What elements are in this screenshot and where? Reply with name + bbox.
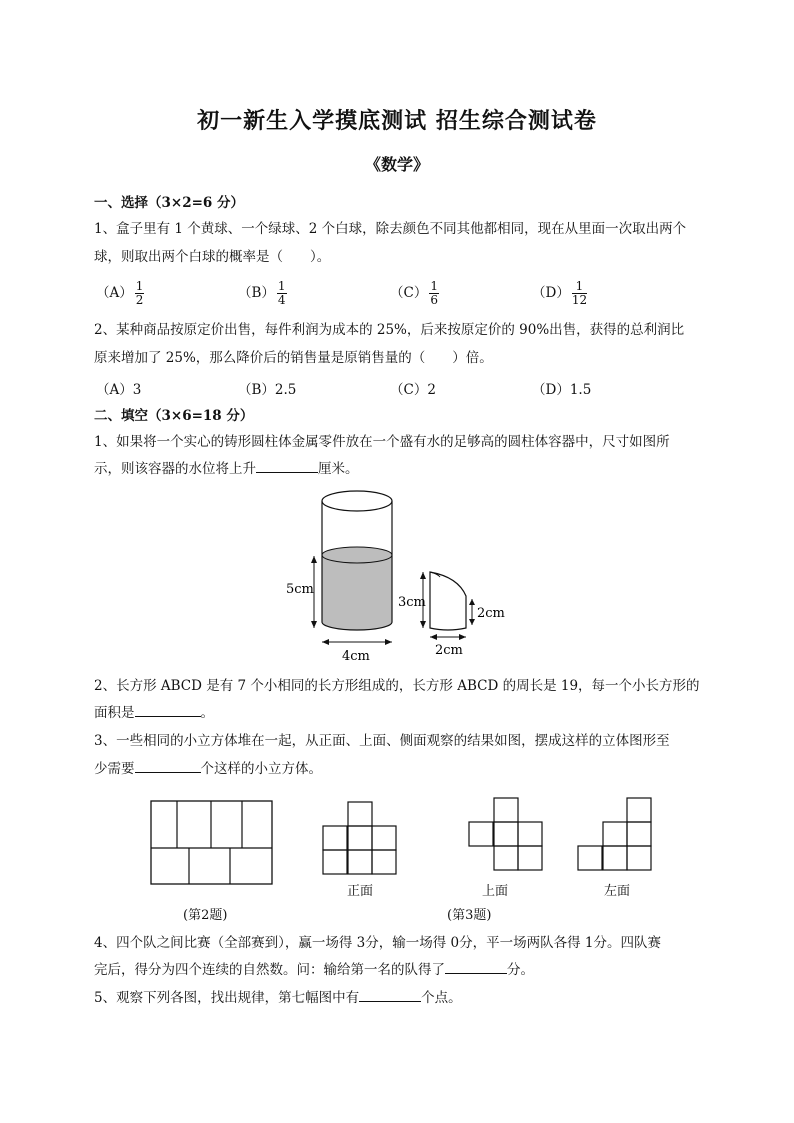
base-width-label: 4cm [342,649,370,660]
figure-3-caption: (第3题) [447,908,492,923]
water-height-label: 5cm [286,582,314,597]
fill-3-line-1: 3、一些相同的小立方体堆在一起，从正面、上面、侧面观察的结果如图，摆成这样的立体图形至 [94,733,670,749]
fraction: $\frac{1}{2}$ [135,279,144,307]
section-fill-heading: 二、填空（3×6=18 分） [94,408,254,424]
question-1-line-1: 1、盒子里有 1 个黄球、一个绿球、2 个白球，除去颜色不同其他都相同，现在从里面一次取出两个 [94,221,687,237]
option-c: （C）2 [390,382,436,398]
question-1-line-2: 球，则取出两个白球的概率是（ ）。 [94,249,331,265]
option-d [532,280,587,307]
answer-blank[interactable] [359,987,421,1002]
fraction: $\frac{1}{12}$ [571,279,588,307]
option-label: （B） [238,285,275,301]
cylinder-figure [280,482,520,660]
subject-title: 《数学》 [364,155,429,174]
option-b [238,280,287,307]
option-a [96,280,144,307]
option-label: （C） [390,285,428,301]
left-view-figure [577,797,653,871]
left-view-label: 左面 [604,884,631,899]
fill-5-line: 5、观察下列各图，找出规律，第七幅图中有 个点。 [94,984,462,1012]
answer-blank[interactable] [445,959,507,974]
fill-4-line-1: 4、四个队之间比赛（全部赛到），赢一场得 3分，输一场得 0分，平一场两队各得 1分。四队赛 [94,935,661,951]
part-height-label: 3cm [398,595,426,610]
option-d: （D）1.5 [532,382,592,398]
question-2-line-2: 原来增加了 25%，那么降价后的销售量是原销售量的（ ）倍。 [94,350,493,366]
fill-4-line-2: 完后，得分为四个连续的自然数。问：输给第一名的队得了 分。 [94,956,534,984]
figure-2-caption: (第2题) [183,908,228,923]
option-b: （B）2.5 [238,382,297,398]
part-side-label: 2cm [477,606,505,621]
front-view-figure [322,801,398,875]
answer-blank[interactable] [135,758,201,773]
front-view-label: 正面 [347,884,374,899]
fraction: $\frac{1}{6}$ [430,279,438,307]
top-view-figure [468,797,544,871]
rectangle-abcd-figure [150,800,274,886]
page-title: 初一新生入学摸底测试 招生综合测试卷 [197,108,597,134]
part-base-label: 2cm [435,643,463,658]
top-view-label: 上面 [482,884,509,899]
fill-3-line-2: 少需要 个这样的小立方体。 [94,755,322,783]
question-2-line-1: 2、某种商品按原定价出售，每件利润为成本的 25%，后来按原定价的 90%出售，获得的总利润比 [94,322,685,338]
option-a: （A）3 [96,382,142,398]
fraction: $\frac{1}{4}$ [277,279,286,307]
fill-1-line-1: 1、如果将一个实心的铸形圆柱体金属零件放在一个盛有水的足够高的圆柱体容器中，尺寸如图所 [94,434,670,450]
section-choice-heading: 一、选择（3×2=6 分） [94,195,245,211]
answer-blank[interactable] [256,458,318,473]
answer-blank[interactable] [135,702,201,717]
fill-1-line-2: 示，则该容器的水位将上升 厘米。 [94,455,359,483]
option-label: （D） [532,285,570,301]
fill-2-line-2: 面积是 。 [94,699,214,727]
fill-2-line-1: 2、长方形 ABCD 是有 7 个小相同的长方形组成的，长方形 ABCD 的周长是 19，每一个小长方形的 [94,678,700,694]
option-c [390,280,439,307]
option-label: （A） [96,285,133,301]
